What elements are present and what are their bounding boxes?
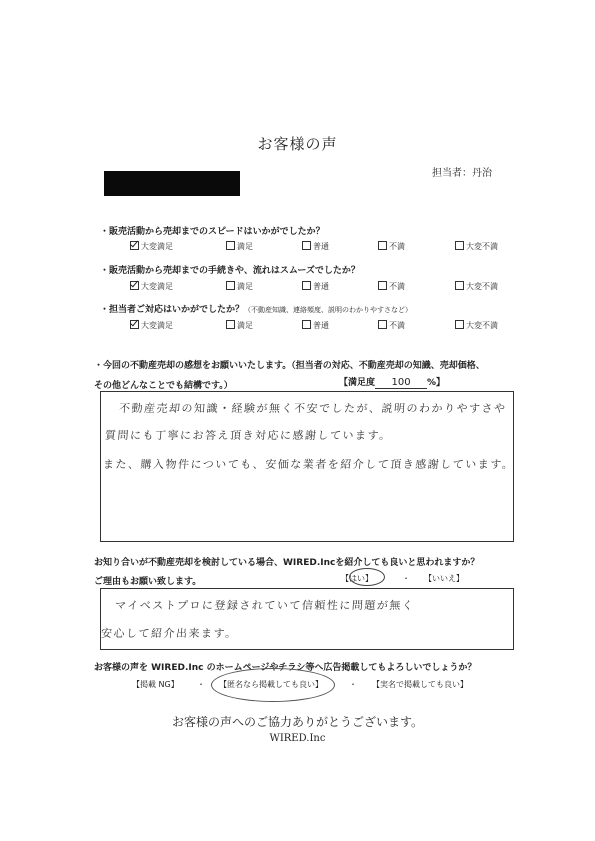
staff-name: 担当者：丹治 <box>432 168 492 179</box>
impression-prompt-line1: ・今回の不動産売却の感想をお願いいたします。（担当者の対応、不動産売却の知識、売却価格、 <box>94 361 485 371</box>
referral-question: お知り合いが不動産売却を検討している場合、WIRED.Incを紹介しても良いと思われますか？ <box>94 558 480 568</box>
impression-answer-line-1: 不動産売却の知識・経験が無く不安でしたが、説明のわかりやすさや <box>118 402 507 415</box>
satisfaction-field[interactable]: 【満足度 100 %】 <box>339 377 446 388</box>
referral-answer-line-2: 安心して紹介出来ます。 <box>100 627 239 640</box>
satisfaction-value: 100 <box>375 377 427 389</box>
q2-option-5[interactable]: 大変不満 <box>455 281 498 292</box>
checkbox-icon <box>378 320 387 329</box>
checkbox-icon <box>302 241 311 250</box>
selection-circle <box>211 668 335 702</box>
q3-option-1[interactable]: 大変満足 <box>130 320 173 331</box>
q3-option-4[interactable]: 不満 <box>378 320 405 331</box>
selection-circle <box>349 568 385 586</box>
q1-option-3[interactable]: 普通 <box>302 241 329 252</box>
checkbox-icon <box>378 281 387 290</box>
checkbox-checked-icon <box>130 281 139 290</box>
impression-prompt-line2: その他どんなことでも結構です。） <box>94 381 233 391</box>
q1-option-1[interactable]: 大変満足 <box>130 241 173 252</box>
referral-answer-line-1: マイベストプロに登録されていて信頼性に問題が無く <box>114 599 415 612</box>
checkbox-icon <box>302 281 311 290</box>
publish-separator-2: ・ <box>349 680 357 689</box>
checkbox-icon <box>378 241 387 250</box>
checkbox-icon <box>455 241 464 250</box>
checkbox-checked-icon <box>130 241 139 250</box>
checkbox-icon <box>302 320 311 329</box>
q2-option-4[interactable]: 不満 <box>378 281 405 292</box>
question-3-note: （不動産知識、連絡頻度、説明のわかりやすさなど） <box>244 306 413 314</box>
checkbox-icon <box>455 281 464 290</box>
q2-option-1[interactable]: 大変満足 <box>130 281 173 292</box>
publish-option-anonymous[interactable]: 【匿名なら掲載しても良い】 <box>219 680 323 689</box>
question-3: ・担当者ご対応はいかがでしたか？（不動産知識、連絡頻度、説明のわかりやすさなど） <box>100 305 413 315</box>
q2-option-2[interactable]: 満足 <box>226 281 253 292</box>
q3-option-5[interactable]: 大変不満 <box>455 320 498 331</box>
publish-option-ng[interactable]: 【掲載 NG】 <box>132 680 179 689</box>
q2-option-3[interactable]: 普通 <box>302 281 329 292</box>
publish-question: お客様の声を WIRED.Inc のホームページやチラシ等へ広告掲載してもよろしいでしょうか？ <box>94 663 477 673</box>
q3-option-2[interactable]: 満足 <box>226 320 253 331</box>
referral-no-option[interactable]: 【いいえ】 <box>424 574 464 583</box>
referral-yes-option[interactable]: 【はい】 <box>341 574 373 583</box>
publish-option-real-name[interactable]: 【実名で掲載しても良い】 <box>372 680 468 689</box>
page-title: お客様の声 <box>257 135 338 153</box>
checkbox-checked-icon <box>130 320 139 329</box>
redacted-customer-name <box>104 171 240 196</box>
checkbox-icon <box>226 241 235 250</box>
q3-option-3[interactable]: 普通 <box>302 320 329 331</box>
impression-answer-box[interactable] <box>100 391 514 542</box>
thanks-message: お客様の声へのご協力ありがとうございます。 <box>171 715 424 729</box>
q1-option-4[interactable]: 不満 <box>378 241 405 252</box>
company-name: WIRED.Inc <box>269 733 326 744</box>
publish-separator-1: ・ <box>197 680 205 689</box>
checkbox-icon <box>226 320 235 329</box>
referral-separator: ・ <box>402 574 410 583</box>
q1-option-5[interactable]: 大変不満 <box>455 241 498 252</box>
impression-answer-line-3: また、購入物件についても、安価な業者を紹介して頂き感謝しています。 <box>102 458 515 471</box>
impression-answer-line-2: 質問にも丁寧にお答え頂き対応に感謝しています。 <box>104 429 393 442</box>
checkbox-icon <box>226 281 235 290</box>
referral-answer-box[interactable] <box>100 588 514 650</box>
question-1: ・販売活動から売却までのスピードはいかがでしたか？ <box>100 227 325 237</box>
q1-option-2[interactable]: 満足 <box>226 241 253 252</box>
question-2: ・販売活動から売却までの手続きや、流れはスムーズでしたか？ <box>100 266 360 276</box>
referral-reason-prompt: ご理由もお願い致します。 <box>94 577 202 587</box>
checkbox-icon <box>455 320 464 329</box>
